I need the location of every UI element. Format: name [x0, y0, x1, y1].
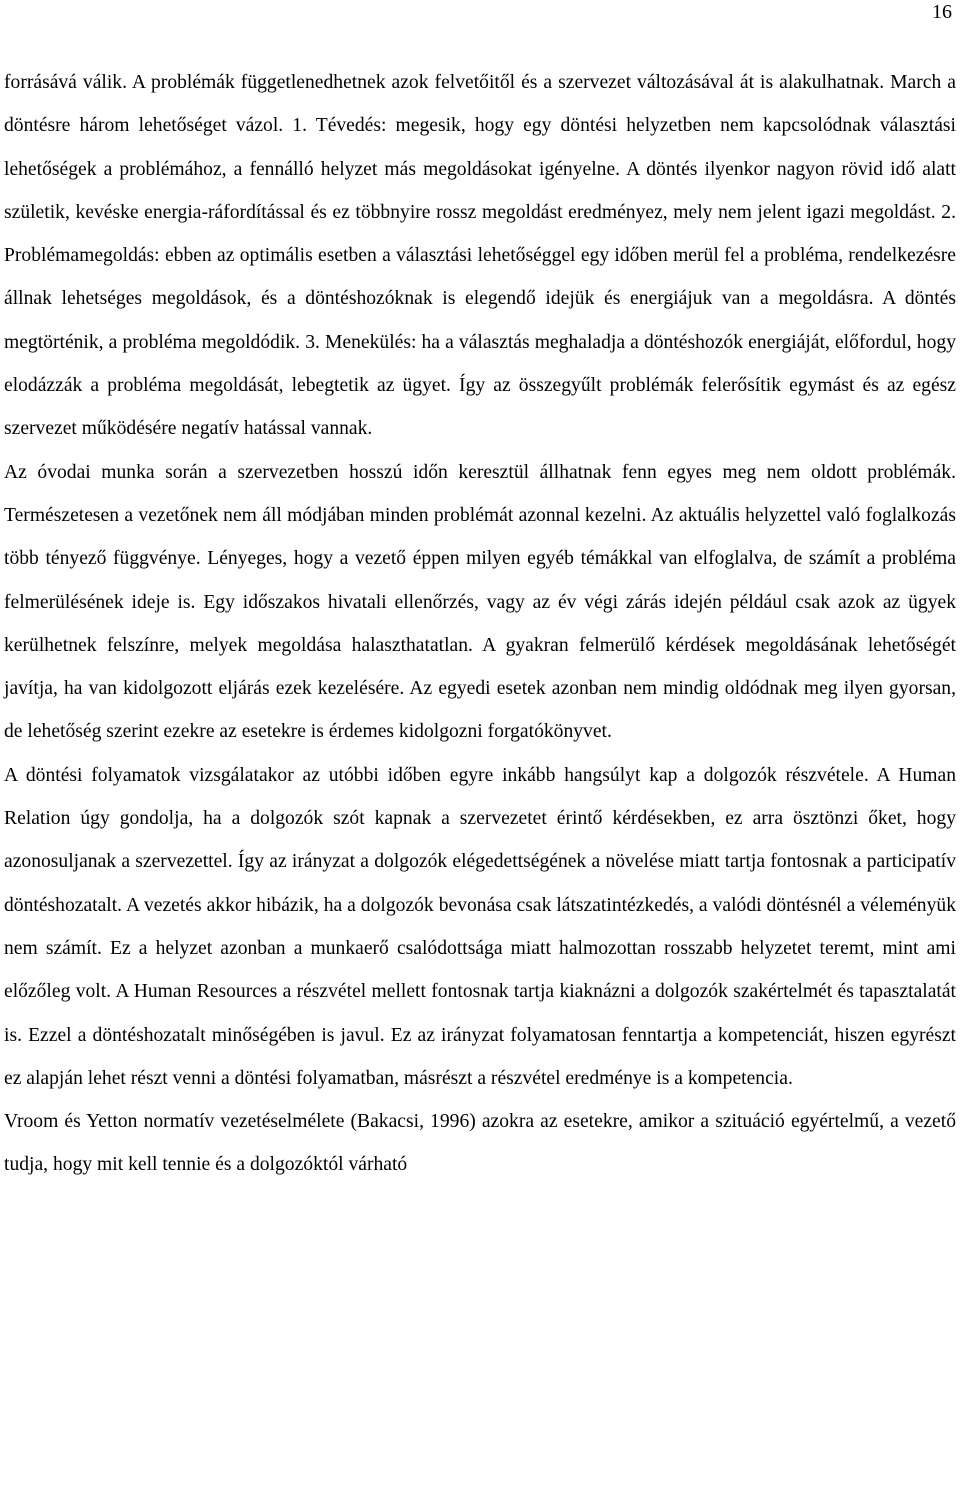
- page-number: 16: [932, 1, 952, 23]
- paragraph-employee-participation: A döntési folyamatok vizsgálatakor az utóbbi időben egyre inkább hangsúlyt kap a dolgozók részvétele. A Human Relation úgy gondolja, ha a dolgozók szót kapnak a szervezetet érintő kérdésekben, ez arra ösztönzi őket, hogy azonosuljanak a szervezettel. Így az irányzat a dolgozók elégedettségének a növelése miatt tartja fontosnak a participatív döntéshozatalt. A vezetés akkor hibázik, ha a dolgozók bevonása csak látszatintézkedés, a valódi döntésnél a véleményük nem számít. Ez a helyzet azonban a munkaerő csalódottsága miatt halmozottan rosszabb helyzetet teremt, mint ami előzőleg volt. A Human Resources a részvétel mellett fontosnak tartja kiaknázni a dolgozók szakértelmét és tapasztalatát is. Ezzel a döntéshozatalt minőségében is javul. Ez az irányzat folyamatosan fenntartja a kompetenciát, hiszen egyrészt ez alapján lehet részt venni a döntési folyamatban, másrészt a részvétel eredménye is a kompetencia.: [4, 764, 956, 1089]
- paragraph-march-decision-options: forrásává válik. A problémák függetlenedhetnek azok felvetőitől és a szervezet változásával át is alakulhatnak. March a döntésre három lehetőséget vázol. 1. Tévedés: megesik, hogy egy döntési helyzetben nem kapcsolódnak választási lehetőségek a problémához, a fennálló helyzet más megoldásokat igényelne. A döntés ilyenkor nagyon rövid idő alatt születik, kevéske energia-ráfordítással és ez többnyire rossz megoldást eredményez, mely nem jelent igazi megoldást. 2. Problémamegoldás: ebben az optimális esetben a választási lehetőséggel egy időben merül fel a probléma, rendelkezésre állnak lehetséges megoldások, és a döntéshozóknak is elegendő idejük és energiájuk van a megoldásra. A döntés megtörténik, a probléma megoldódik. 3. Menekülés: ha a választás meghaladja a döntéshozók energiáját, előfordul, hogy elodázzák a probléma megoldását, lebegtetik az ügyet. Így az összegyűlt problémák felerősítik egymást és az egész szervezet működésére negatív hatással vannak.: [4, 72, 956, 440]
- paragraph-kindergarten-problems: Az óvodai munka során a szervezetben hosszú időn keresztül állhatnak fenn egyes meg nem oldott problémák. Természetesen a vezetőnek nem áll módjában minden problémát azonnal kezelni. Az aktuális helyzettel való foglalkozás több tényező függvénye. Lényeges, hogy a vezető éppen milyen egyéb témákkal van elfoglalva, de számít a probléma felmerülésének ideje is. Egy időszakos hivatali ellenőrzés, vagy az év végi zárás idején például csak azok az ügyek kerülhetnek felszínre, melyek megoldása halaszthatatlan. A gyakran felmerülő kérdések megoldásának lehetőségét javítja, ha van kidolgozott eljárás ezek kezelésére. Az egyedi esetek azonban nem mindig oldódnak meg ilyen gyorsan, de lehetőség szerint ezekre az esetekre is érdemes kidolgozni forgatókönyvet.: [4, 461, 956, 743]
- body-text: [4, 61, 956, 1187]
- paragraph-vroom-yetton: Vroom és Yetton normatív vezetéselmélete (Bakacsi, 1996) azokra az esetekre, amikor a szituáció egyértelmű, a vezető tudja, hogy mit kell tennie és a dolgozóktól várható: [4, 1111, 956, 1176]
